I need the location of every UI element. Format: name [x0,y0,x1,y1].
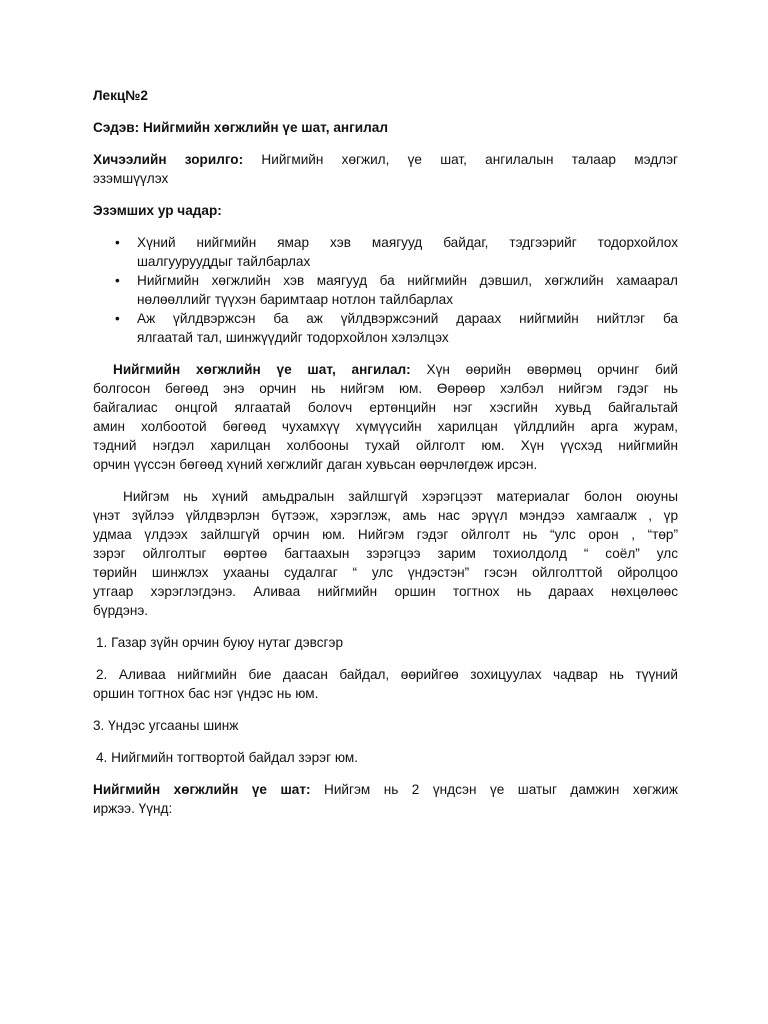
list-item: • Нийгмийн хөгжлийн хэв маягууд ба нийгмийн дэвшил, хөгжлийн хамаарал нөлөөллийг түүхэн баримтаар нотлон тайлбарлах [115,273,678,307]
para1-line: байгалиас онцгой ялгаатай болovч ертөнцийн нэг хэсгийн хувьд байгальтай [93,400,678,415]
para2-line: бүрдэнэ. [93,603,149,618]
para1-line: орчин үүссэн бөгөөд хүний хөгжлийг даган хувьсан өөрчлөгдөж ирсэн. [93,457,538,472]
para3-heading: Нийгмийн хөгжлийн үе шат: [93,782,311,797]
bullet-icon: • [115,311,120,326]
bullet-icon: • [115,235,120,250]
para1-line: амин холбоотой бөгөөд чухамхүү хүмүүсийн харилцан үйлдлийн арга журам, [93,419,678,434]
goal-line-1 [93,150,678,169]
para2-line: удмаа үлдээх зайлшгүй орчин юм. Нийгэм гэдэг ойлголт нь “улс орон , “төр” [93,527,678,542]
list-item: • Хүний нийгмийн ямар хэв маягууд байдаг, тэдгээрийг тодорхойлох шалгуурууддыг тайлбарлах [115,235,678,269]
lecture-number: Лекц№2 [93,88,148,103]
para1-line-1: Нийгмийн хөгжлийн үе шат, ангилал: Хүн өөрийн өвөрмөц орчинг бий [113,362,678,377]
para2-line: төрийн шинжлэх ухааны судалгаг “ улс үндэстэн” гэсэн ойлголттой ойролцоо [93,565,678,580]
document-content [93,86,678,818]
outcomes-list [93,233,678,347]
para1-line: тэдний нэгдэл харилцан холбооны тухай ойлголт юм. Хүн үүсхэд нийгмийн [93,438,678,453]
topic-heading: Сэдэв: Нийгмийн хөгжлийн үе шат, ангилал [93,120,388,135]
list-item: • Аж үйлдвэржсэн ба аж үйлдвэржсэний дараах нийгмийн нийтлэг ба ялгаатай тал, шинжүүдийг тодорхойлон хэлэлцэх [115,311,678,345]
para1-heading: Нийгмийн хөгжлийн үе шат, ангилал: [113,362,411,377]
para2-line: зэрэг ойлголтыг өөртөө багтаахын зэрэгцээ зарим тохиолдолд “ соёл” улс [93,546,678,561]
para2-line: Нийгэм нь хүний амьдралын зайлшгүй хэрэгцээт материалаг болон оюуны [123,489,678,504]
para2-line: үнэт зүйлээ үйлдвэрлэн бүтээж, хэрэглэж, амь нас эрүүл мэндээ хамгаалж , үр [93,508,678,523]
condition-item-2: 2. Аливаа нийгмийн бие даасан байдал, өөрийгөө зохицуулах чадвар нь түүний [96,667,678,682]
outcomes-heading: Эзэмших ур чадар: [93,203,222,218]
condition-item-3: 3. Үндэс угсааны шинж [93,718,239,733]
goal-text: Нийгмийн хөгжил, үе шат, ангилалын талаар мэдлэг [261,152,678,167]
para1-line: болгосон бөгөөд энэ орчин нь нийгэм юм. Өөрөөр хэлбэл нийгэм гэдэг нь [93,381,678,396]
goal-line-2: эзэмшүүлэх [93,171,169,186]
condition-item-4: 4. Нийгмийн тогтвортой байдал зэрэг юм. [96,750,358,765]
bullet-icon: • [115,273,120,288]
goal-label: Хичээлийн зорилго: [93,152,244,167]
condition-item-1: 1. Газар зүйн орчин буюу нутаг дэвсгэр [96,635,344,650]
para2-line: утгаар хэрэглэгдэнэ. Аливаа нийгмийн оршин тогтнох нь дараах нөхцөлөөс [93,584,678,599]
condition-item-2-cont: оршин тогтнох бас нэг үндэс нь юм. [93,686,319,701]
para3-line-2: иржээ. Үүнд: [93,801,173,816]
para3-line-1: Нийгмийн хөгжлийн үе шат: Нийгэм нь 2 үндсэн үе шатыг дамжин хөгжиж [93,782,678,797]
